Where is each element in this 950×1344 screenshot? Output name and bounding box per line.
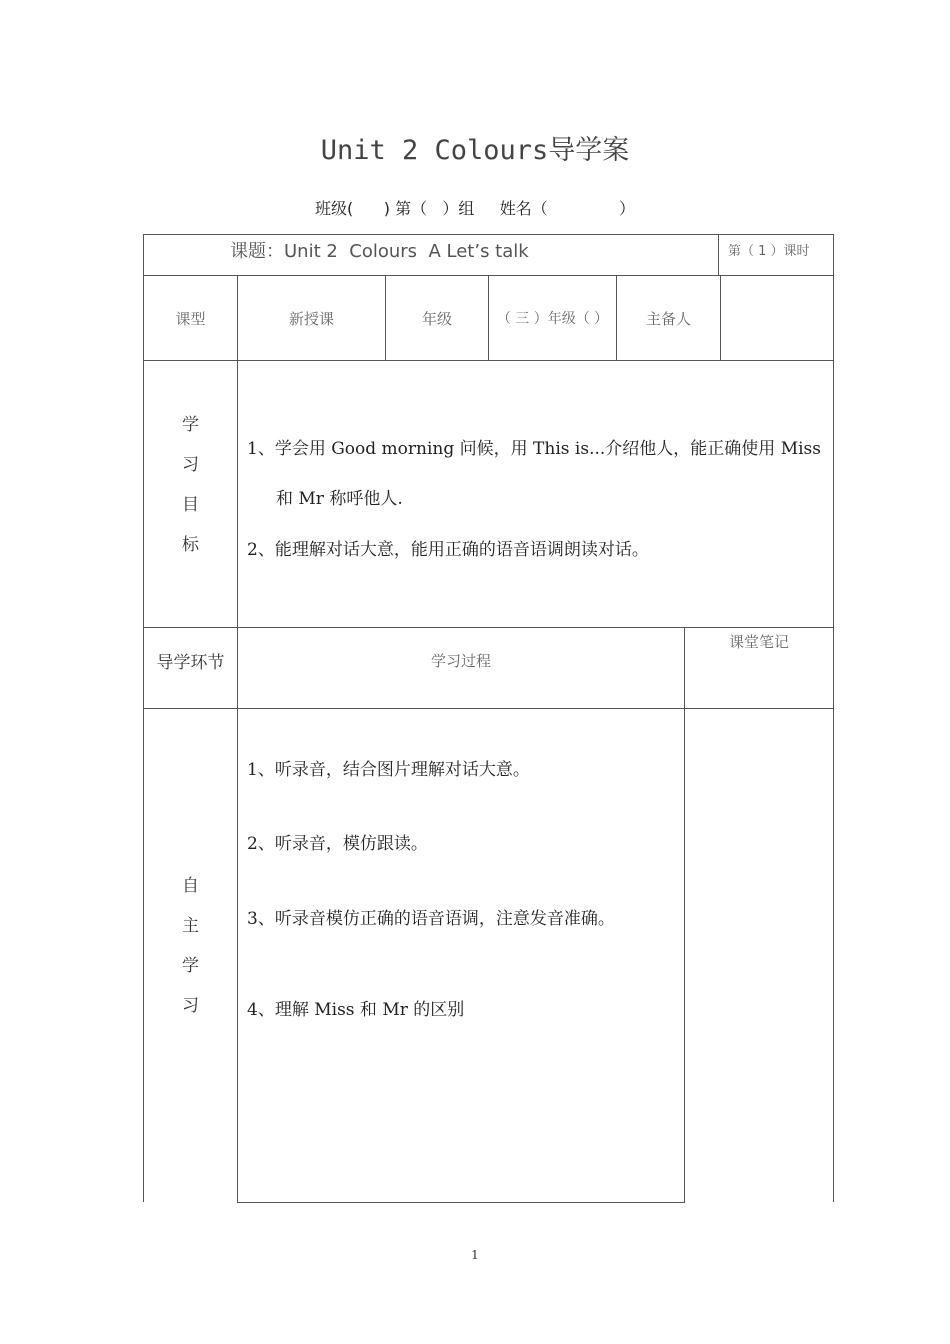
self-study-item: 1、听录音，结合图片理解对话大意。: [247, 760, 530, 780]
document-title: Unit 2 Colours导学案: [320, 135, 630, 166]
course-type-label: 课型: [175, 309, 206, 328]
course-type-value: 新授课: [288, 309, 334, 328]
table-rule: [684, 627, 685, 1203]
objective-item: 和 Mr 称呼他人.: [276, 489, 403, 509]
objectives-label-char: 学: [182, 415, 199, 435]
process-header: 学习过程: [430, 651, 491, 670]
self-study-label-char: 自: [182, 876, 199, 896]
self-study-label-char: 学: [182, 956, 199, 976]
table-rule: [237, 275, 238, 1203]
table-border-left: [143, 234, 144, 1202]
self-study-item: 2、听录音，模仿跟读。: [247, 834, 428, 854]
preparer-value: [721, 276, 833, 360]
objective-item: 1、学会用 Good morning 问候，用 This is...介绍他人，能正确使用 Miss: [247, 439, 821, 459]
table-border-top: [143, 234, 834, 235]
objectives-label-char: 目: [182, 495, 199, 515]
objectives-label-char: 习: [182, 455, 199, 475]
self-study-label-char: 主: [182, 916, 199, 936]
objectives-label-char: 标: [182, 535, 199, 555]
preparer-label: 主备人: [645, 309, 691, 328]
lesson-period: 第（ 1 ）课时: [728, 244, 810, 259]
self-study-label-char: 习: [182, 996, 199, 1016]
self-study-item: 4、理解 Miss 和 Mr 的区别: [247, 1000, 465, 1020]
table-border-right: [833, 234, 834, 1202]
section-header: 导学环节: [156, 652, 225, 673]
table-rule: [237, 1202, 685, 1203]
lesson-title: 课题：Unit 2 Colours A Let’s talk: [230, 241, 529, 262]
self-study-item: 3、听录音模仿正确的语音语调，注意发音准确。: [247, 909, 615, 929]
table-rule: [143, 360, 834, 361]
grade-label: 年级: [421, 309, 452, 328]
table-rule: [718, 234, 719, 275]
self-study-label: [144, 866, 237, 1026]
table-rule: [143, 708, 834, 709]
page-number: 1: [471, 1248, 479, 1262]
class-group-name-line: 班级( ) 第（ ）组 姓名（ ）: [315, 199, 635, 218]
notes-header: 课堂笔记: [728, 633, 789, 651]
objectives-label: [144, 405, 237, 565]
grade-value: （ 三 ）年级（ ）: [496, 311, 609, 327]
objective-item: 2、能理解对话大意，能用正确的语音语调朗读对话。: [247, 540, 649, 560]
